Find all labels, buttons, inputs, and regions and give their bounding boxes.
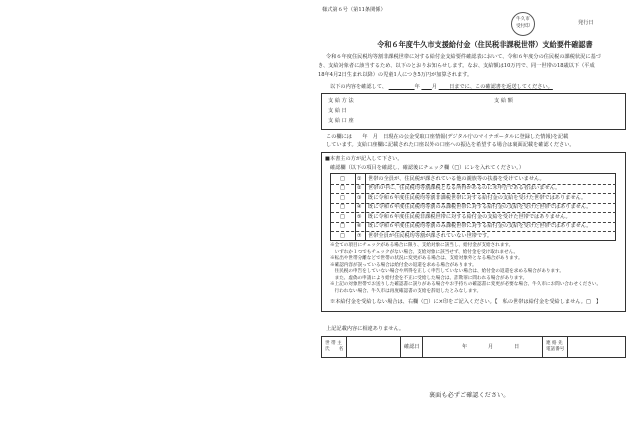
check-text-1: 世帯の全員が、住民税が課されている他の親族等の扶養を受けていません。 [368, 175, 545, 182]
payment-amount-label: 支 給 額 [494, 98, 513, 104]
householder-name-label: 世 帯 主 氏 名 [325, 341, 344, 352]
check-no-2: ② [357, 185, 362, 191]
check-box-2[interactable]: □ [340, 185, 345, 191]
section-sub: 確認欄（以下の項目を確認し、確認後にチェック欄（□）にレを入れてください。） [330, 165, 525, 171]
warning-7: ※上記の対象世帯でお送りした確認書に誤りがある場合やお手持ちの確認書に変更が必要な場合、牛久市にお問い合わせください。 [330, 282, 602, 287]
check-box-4[interactable]: □ [340, 204, 345, 210]
deadline-month: 月 [431, 84, 438, 90]
warning-3: ※転出や世帯分離などで世帯の状況に変更がある場合は、支給対象外となる場合があります。 [330, 256, 523, 261]
check-text-7: 世帯全員が住民税均等割が課されていない世帯です。 [368, 232, 493, 239]
checklist-table [330, 173, 616, 241]
deadline-suffix: 日までに、この確認書を返送してください。 [449, 84, 553, 90]
warning-8: 行われない場合、牛久市は再度確認書の支給を辞退したとみなします。 [330, 288, 482, 294]
intro-line-3: 18年4月2日生まれ以降）の児童1人につき5万円が加算されます。 [318, 72, 473, 78]
confirm-month-label: 月 [488, 344, 494, 350]
check-text-5: 既に令和６年度住民税非課税世帯に対する給付金の支給を受けた世帯ではありません。 [368, 213, 571, 220]
warning-4: ※確認内容が誤っている場合は給付金の返還を求める場合があります。 [330, 262, 477, 268]
check-box-1[interactable]: □ [340, 175, 345, 182]
reception-stamp [511, 12, 535, 36]
decline-line[interactable]: ※本給付金を受給しない場合は、右欄（□）に×印をご記入ください。【 私の世帯は給付金を受給しません。□ 】 [330, 299, 602, 305]
check-text-3: 既に令和６年度住民税均等割非課税世帯に対する給付金の支給を受けた世帯ではありません。 [368, 194, 587, 201]
payment-method-label: 支 給 方 法 [328, 98, 354, 104]
check-no-1: ① [357, 175, 362, 182]
warning-6: また、虚偽の申請により給付金を不正に受給した場合は、詐欺罪に問われる場合があります。 [330, 275, 528, 281]
check-text-4: 既に令和６年度住民税均等割のみ課税世帯に対する給付金の支給を受けた世帯ではありません。 [368, 204, 592, 210]
check-text-6: 既に令和６年度住民税均等割のみ課税世帯に対する給付金の支給を受けた世帯ではありません。 [368, 223, 592, 229]
document-title: 令和６年度牛久市支援給付金（住民税非課税世帯）支給要件確認書 [377, 40, 593, 49]
check-box-5[interactable]: □ [340, 213, 345, 220]
issue-date-label: 発行日 [578, 20, 594, 26]
payment-account-label: 支 給 口 座 [328, 118, 354, 124]
warning-1: ※全ての項目にチェックがある場合に限り、支給対象に該当し、給付金が支給されます。 [330, 243, 514, 248]
stamp-text-1: 牛久市 [516, 17, 530, 22]
warning-5: 住民税の申告をしていない場合や所得を正しく申告していない場合は、給付金の返還を求める場合があります。 [330, 269, 564, 274]
confirmation-section [321, 152, 626, 312]
check-text-2: 世帯の中に、住民税均等割課税となる所得があるのに未申告である者はいません。 [368, 185, 561, 191]
warning-2: いずれか１つでもチェックがない場合、支給対象に該当せず、給付金を受け取れません。 [330, 249, 519, 255]
account-note-2: しています。支給口座欄に記載された口座以外の口座への振込を希望する場合は裏面記載を確認ください。 [326, 142, 575, 148]
payment-date-label: 支 給 日 [328, 108, 347, 114]
intro-line-1: 令和６年度住民税均等割非課税世帯に対する給付金支給要件確認表において、令和６年度分の住民税の課税状況に基づ [326, 54, 601, 60]
phone-label: 連 絡 先 電話番号 [546, 341, 565, 352]
confirm-date-label: 確認日 [404, 344, 420, 350]
check-no-5: ⑤ [357, 213, 362, 220]
confirm-day-label: 日 [514, 344, 520, 350]
deadline-line [330, 84, 553, 90]
recipient-info-box [321, 93, 626, 130]
footer-note: 裏面も必ずご確認ください。 [429, 392, 510, 399]
check-no-3: ③ [357, 194, 362, 201]
sign-statement: 上記記載内容に相違ありません。 [326, 326, 405, 332]
phone-field[interactable] [569, 339, 624, 356]
stamp-text-2: 受付印 [516, 24, 530, 29]
account-note-1: この欄には 年 月 日現在の公金受取口座情報(デジタル庁のマイナポータルに登録した情報)を記載 [326, 134, 569, 140]
check-no-6: ⑥ [357, 223, 362, 229]
deadline-year: 年 [414, 84, 420, 90]
deadline-prefix: 以下の内容を確認して、 [330, 84, 387, 90]
form-number: 様式第６号（第11条関係） [322, 7, 386, 13]
check-no-4: ④ [357, 204, 362, 210]
signature-table [321, 336, 626, 358]
check-no-7: ⑦ [357, 232, 362, 239]
householder-name-field[interactable] [348, 339, 398, 356]
check-box-6[interactable]: □ [340, 223, 345, 229]
check-box-7[interactable]: □ [340, 232, 345, 239]
intro-line-2: き、支給対象者に該当するため、以下のとおりお知らせします。なお、支給額は10万円で、同一世帯の18歳以下（平成 [318, 63, 595, 69]
check-box-3[interactable]: □ [340, 194, 345, 201]
confirm-year-label: 年 [462, 344, 468, 350]
section-header: ■本書主の方が記入して下さい。 [325, 156, 403, 162]
